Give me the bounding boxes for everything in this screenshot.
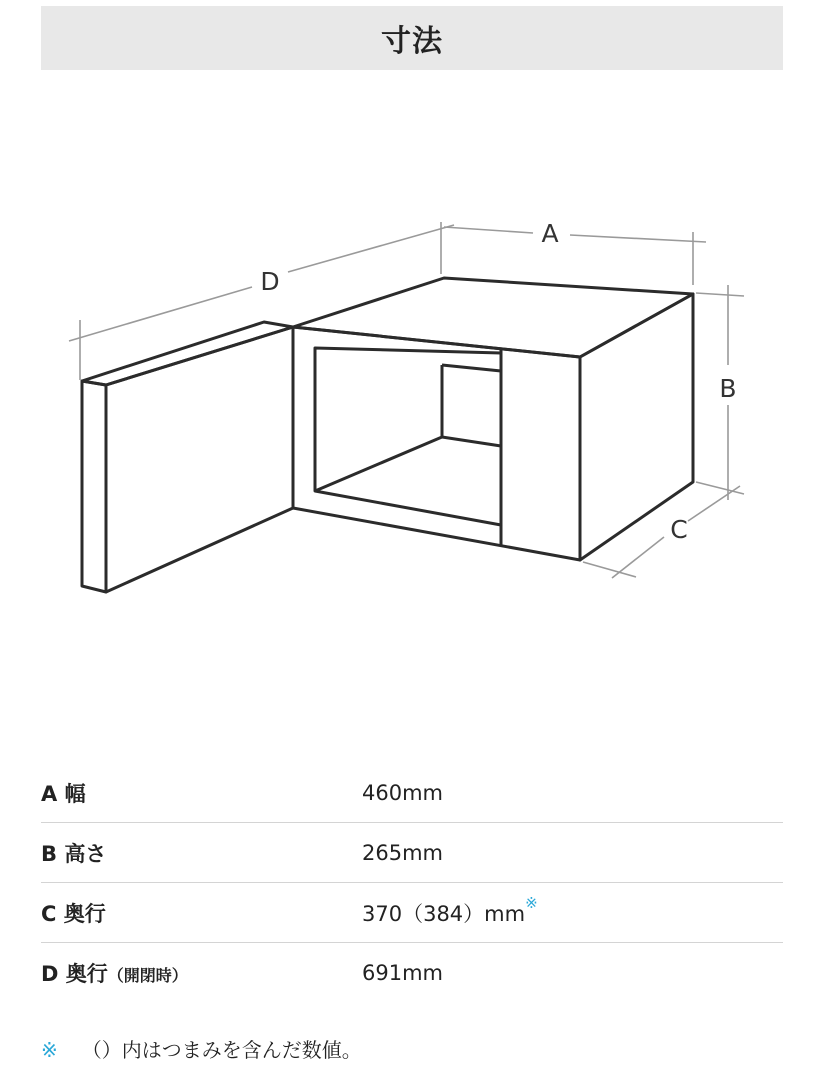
open-door <box>82 322 293 592</box>
spec-label: A 幅 <box>41 781 86 806</box>
spec-row-height <box>41 823 783 883</box>
note-mark: ※ <box>525 893 538 912</box>
spec-label: C 奥行 <box>41 901 106 926</box>
footnote <box>41 1034 362 1063</box>
spec-table <box>41 763 783 1003</box>
spec-value: 265mm <box>362 840 443 865</box>
cavity-bottom-back <box>442 437 501 446</box>
spec-row-width <box>41 763 783 823</box>
spec-label-wrapper <box>41 958 362 988</box>
dim-c-line-top <box>688 486 740 521</box>
dim-label-b: B <box>719 374 737 403</box>
spec-row-depth <box>41 883 783 943</box>
body-front-face <box>293 327 580 560</box>
footnote-mark: ※ <box>41 1038 58 1062</box>
cavity-opening <box>315 348 501 525</box>
spec-value: 370（384）mm <box>362 901 526 926</box>
spec-value: 691mm <box>362 961 443 985</box>
dim-a-line-left <box>444 227 533 233</box>
dimension-lines <box>69 222 744 578</box>
footnote-text: （）内はつまみを含んだ数値。 <box>81 1038 362 1062</box>
spec-row-depth-open <box>41 943 783 1003</box>
cavity-top-back <box>442 365 501 371</box>
door-top-edge <box>82 322 293 385</box>
dim-d-line-left <box>69 287 252 341</box>
dim-a-line-right <box>570 235 706 242</box>
dim-label-c: C <box>670 515 688 544</box>
body-top-face <box>293 278 693 357</box>
dim-b-tick-top <box>696 293 744 296</box>
cavity-floor-edge <box>315 437 442 491</box>
dim-d-line-right <box>288 225 454 272</box>
spec-value: 460mm <box>362 780 443 805</box>
spec-label: D 奥行 <box>41 962 108 986</box>
dim-label-a: A <box>541 219 559 248</box>
section-title: 寸法 <box>381 24 443 59</box>
spec-value-wrapper <box>362 893 538 928</box>
spec-label: B 高さ <box>41 841 107 866</box>
dim-label-d: D <box>260 267 280 296</box>
spec-label-note: （開閉時） <box>107 966 188 985</box>
dim-c-tick-bottom <box>583 562 636 577</box>
door-side-edge <box>82 381 106 592</box>
door-inner-face <box>106 327 293 592</box>
microwave-body <box>293 278 693 560</box>
